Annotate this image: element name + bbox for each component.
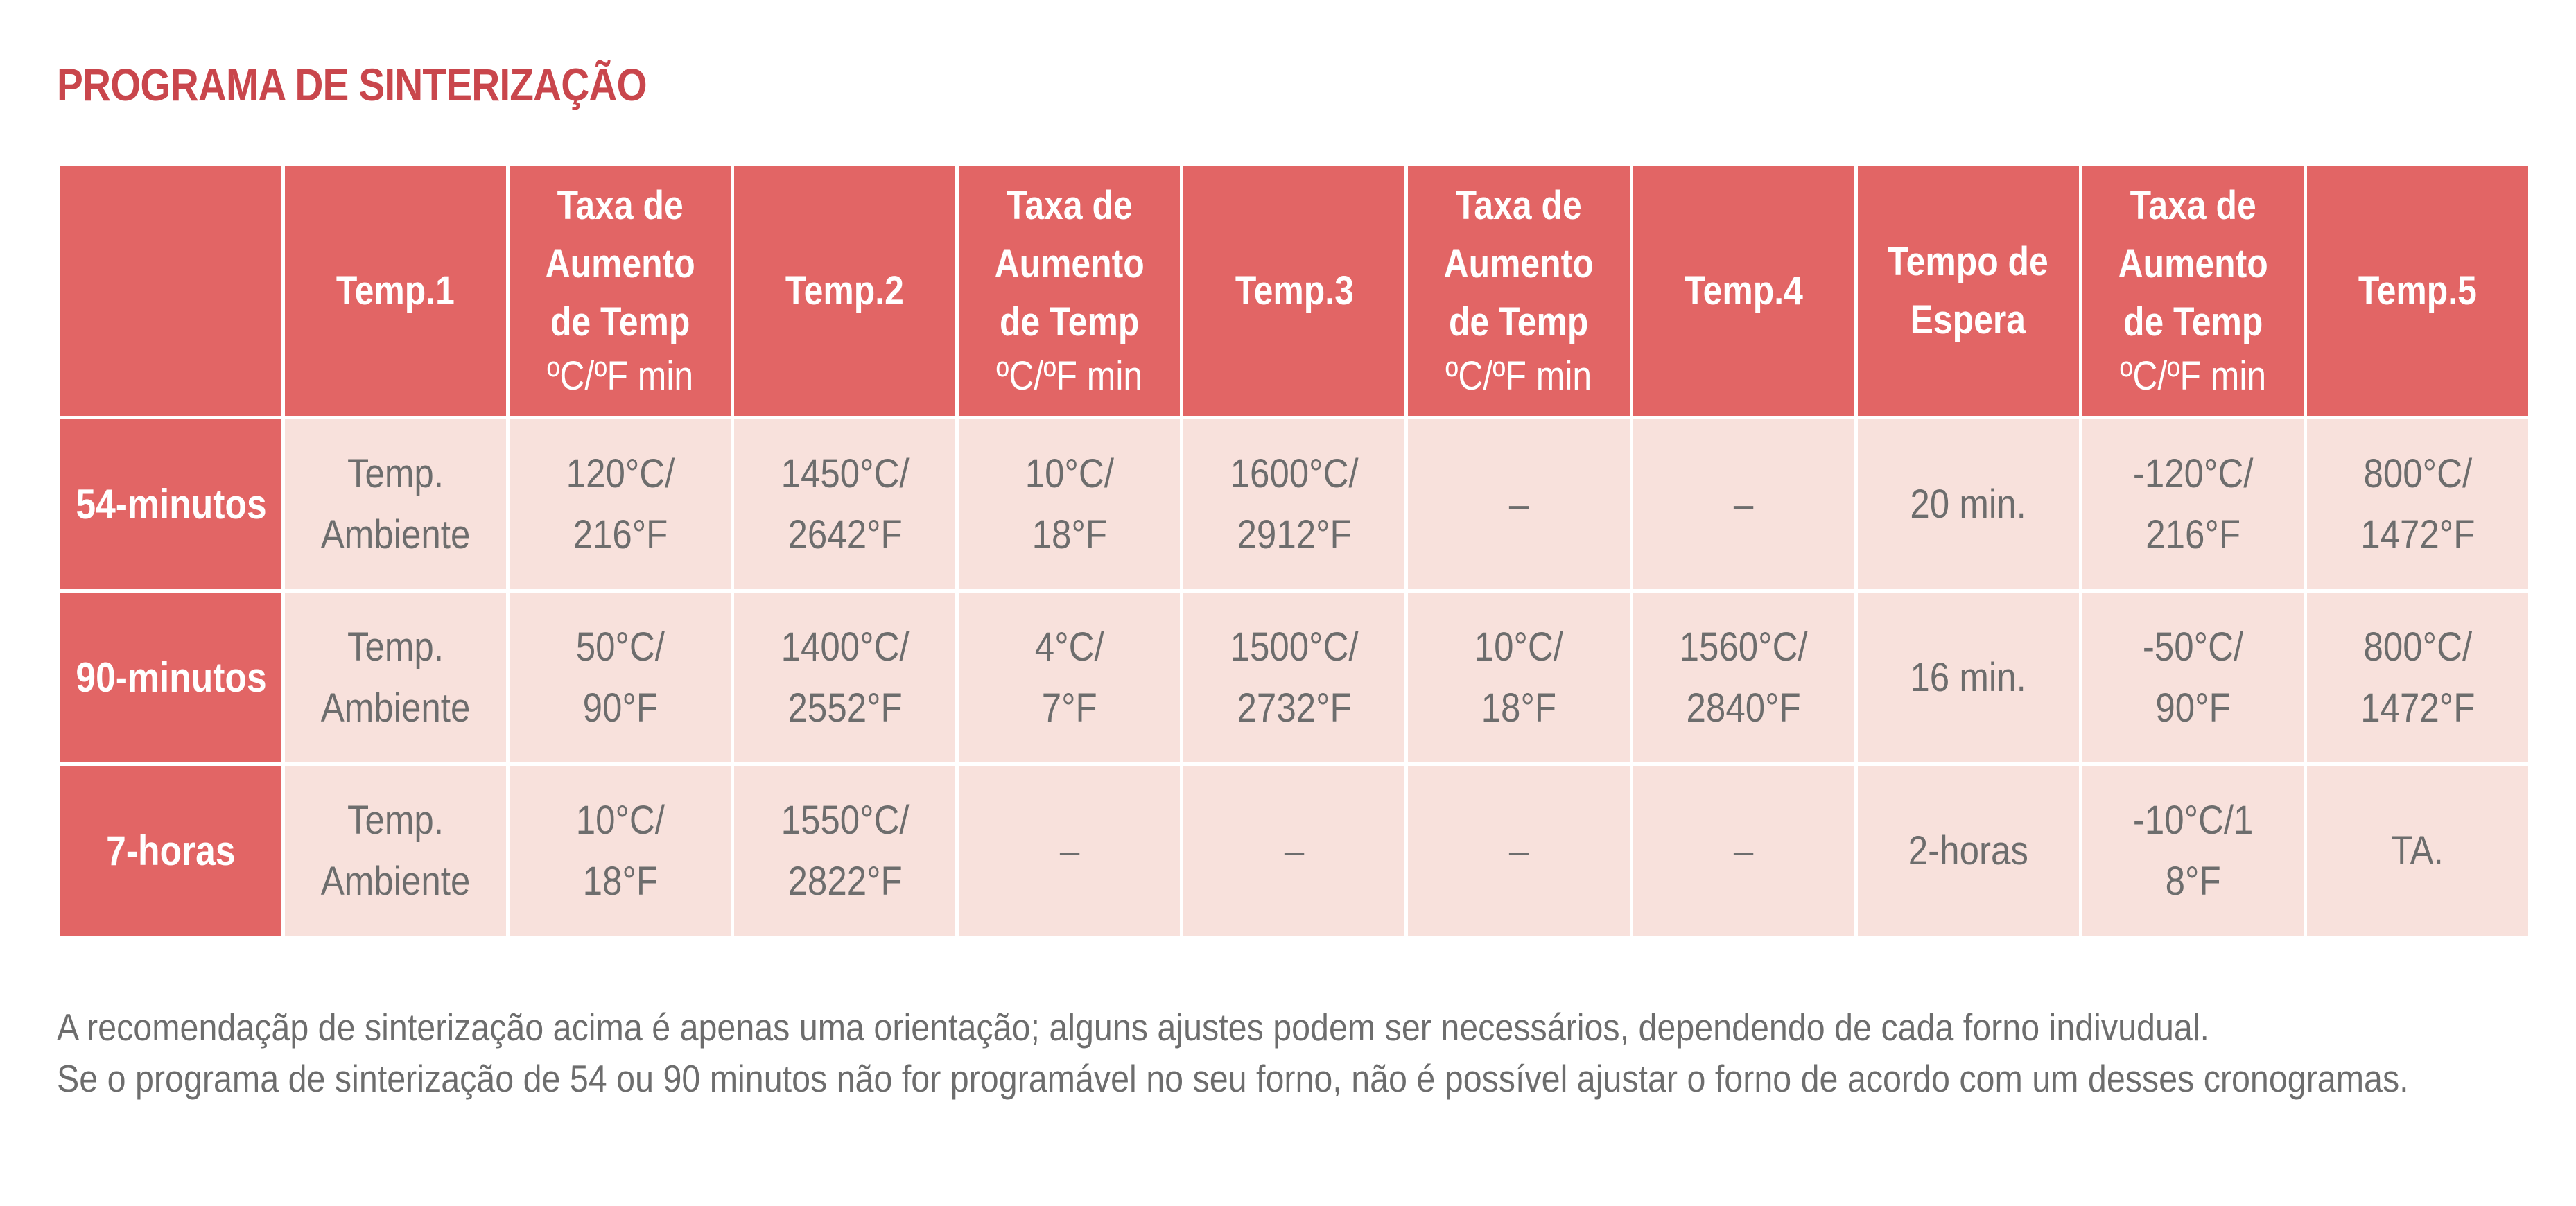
- cell-value: Temp. Ambiente: [320, 624, 471, 731]
- column-header: [284, 165, 508, 418]
- row-label: 90-minutos: [76, 654, 267, 701]
- column-header: [1407, 165, 1631, 418]
- cell-value: 10°C/ 18°F: [575, 797, 665, 904]
- cell-value: TA.: [2391, 828, 2444, 873]
- column-header: [733, 165, 957, 418]
- table-cell: [957, 764, 1182, 938]
- row-label-cell: [59, 418, 284, 591]
- cell-value: 1560°C/ 2840°F: [1679, 624, 1808, 731]
- table-cell: [957, 418, 1182, 591]
- column-header-unit: ºC/ºF min: [996, 353, 1143, 399]
- cell-value: 120°C/ 216°F: [566, 451, 675, 557]
- column-header: [1182, 165, 1407, 418]
- cell-value: 10°C/ 18°F: [1025, 451, 1114, 557]
- column-header-label: Tempo de Espera: [1888, 239, 2049, 342]
- table-cell: [1182, 418, 1407, 591]
- column-header: [1856, 165, 2080, 418]
- column-header-label: Temp.3: [1235, 268, 1354, 313]
- table-cell: [1856, 418, 2080, 591]
- column-header-label: Temp.1: [336, 268, 455, 313]
- table-cell: [508, 418, 733, 591]
- column-header-label: Taxa de Aumento de Temp ºC/ºF min: [2118, 177, 2268, 401]
- table-row: [59, 764, 2530, 938]
- table-cell: [2305, 764, 2530, 938]
- column-header: [2080, 165, 2305, 418]
- cell-value: –: [1733, 828, 1754, 873]
- table-row: [59, 418, 2530, 591]
- table-cell: [1631, 591, 1856, 764]
- column-header: [1631, 165, 1856, 418]
- cell-value: 20 min.: [1910, 481, 2026, 527]
- cell-value: 800°C/ 1472°F: [2360, 451, 2475, 557]
- cell-value: 4°C/ 7°F: [1034, 624, 1104, 731]
- column-header-label: Temp.2: [785, 268, 905, 313]
- column-header-label: Temp.5: [2358, 268, 2477, 313]
- cell-value: 2-horas: [1908, 828, 2028, 873]
- table-cell: [2305, 418, 2530, 591]
- table-cell: [1407, 591, 1631, 764]
- page-title: PROGRAMA DE SINTERIZAÇÃO: [57, 59, 647, 110]
- cell-value: 1600°C/ 2912°F: [1230, 451, 1359, 557]
- table-cell: [1631, 764, 1856, 938]
- table-cell: [1182, 591, 1407, 764]
- cell-value: Temp. Ambiente: [320, 797, 471, 904]
- column-header: [2305, 165, 2530, 418]
- cell-value: 10°C/ 18°F: [1474, 624, 1564, 731]
- table-cell: [733, 591, 957, 764]
- table-cell: [1182, 764, 1407, 938]
- column-header-label: Taxa de Aumento de Temp ºC/ºF min: [1444, 177, 1594, 401]
- cell-value: 1400°C/ 2552°F: [781, 624, 910, 731]
- column-header-unit: ºC/ºF min: [1445, 353, 1592, 399]
- table-cell: [1856, 591, 2080, 764]
- notes: [57, 1002, 2436, 1104]
- note-line: A recomendaçãp de sinterização acima é apenas uma orientação; alguns ajustes podem ser necessários, dependendo de cada forno indivudual.: [57, 1006, 2209, 1049]
- cell-value: –: [1733, 481, 1754, 527]
- cell-value: 1450°C/ 2642°F: [781, 451, 910, 557]
- row-label: 7-horas: [106, 828, 236, 874]
- row-label: 54-minutos: [76, 481, 267, 527]
- cell-value: 800°C/ 1472°F: [2360, 624, 2475, 731]
- cell-value: -50°C/ 90°F: [2142, 624, 2243, 731]
- table-body: [59, 418, 2530, 938]
- table-cell: [1407, 418, 1631, 591]
- cell-value: –: [1284, 828, 1305, 873]
- cell-value: 50°C/ 90°F: [575, 624, 665, 731]
- cell-value: 1550°C/ 2822°F: [781, 797, 910, 904]
- cell-value: 1500°C/ 2732°F: [1230, 624, 1359, 731]
- table-cell: [2080, 591, 2305, 764]
- cell-value: –: [1059, 828, 1080, 873]
- header-corner-cell: [59, 165, 284, 418]
- table-cell: [284, 418, 508, 591]
- cell-value: -120°C/ 216°F: [2132, 451, 2254, 557]
- table-cell: [2080, 418, 2305, 591]
- table-cell: [2305, 591, 2530, 764]
- column-header-label: Taxa de Aumento de Temp ºC/ºF min: [546, 177, 695, 401]
- column-header-unit: ºC/ºF min: [2119, 353, 2266, 399]
- column-header: [508, 165, 733, 418]
- table-cell: [1856, 764, 2080, 938]
- header-row: [59, 165, 2530, 418]
- sintering-schedule-table: [57, 163, 2532, 939]
- table-cell: [957, 591, 1182, 764]
- row-label-cell: [59, 591, 284, 764]
- cell-value: -10°C/1 8°F: [2132, 797, 2254, 904]
- column-header-unit: ºC/ºF min: [547, 353, 694, 399]
- row-label-cell: [59, 764, 284, 938]
- cell-value: –: [1508, 481, 1529, 527]
- column-header: [957, 165, 1182, 418]
- table-cell: [284, 591, 508, 764]
- column-header-label: Taxa de Aumento de Temp ºC/ºF min: [995, 177, 1145, 401]
- cell-value: 16 min.: [1910, 654, 2026, 700]
- table-cell: [508, 591, 733, 764]
- column-header-label: Temp.4: [1684, 268, 1803, 313]
- note-line: Se o programa de sinterização de 54 ou 90 minutos não for programável no seu forno, não é possível ajustar o forno de acordo com um desses cronogramas.: [57, 1057, 2409, 1100]
- cell-value: Temp. Ambiente: [320, 451, 471, 557]
- table-row: [59, 591, 2530, 764]
- table-cell: [284, 764, 508, 938]
- table-cell: [1407, 764, 1631, 938]
- table-cell: [1631, 418, 1856, 591]
- table-cell: [733, 418, 957, 591]
- table-cell: [508, 764, 733, 938]
- table-cell: [2080, 764, 2305, 938]
- cell-value: –: [1508, 828, 1529, 873]
- table-cell: [733, 764, 957, 938]
